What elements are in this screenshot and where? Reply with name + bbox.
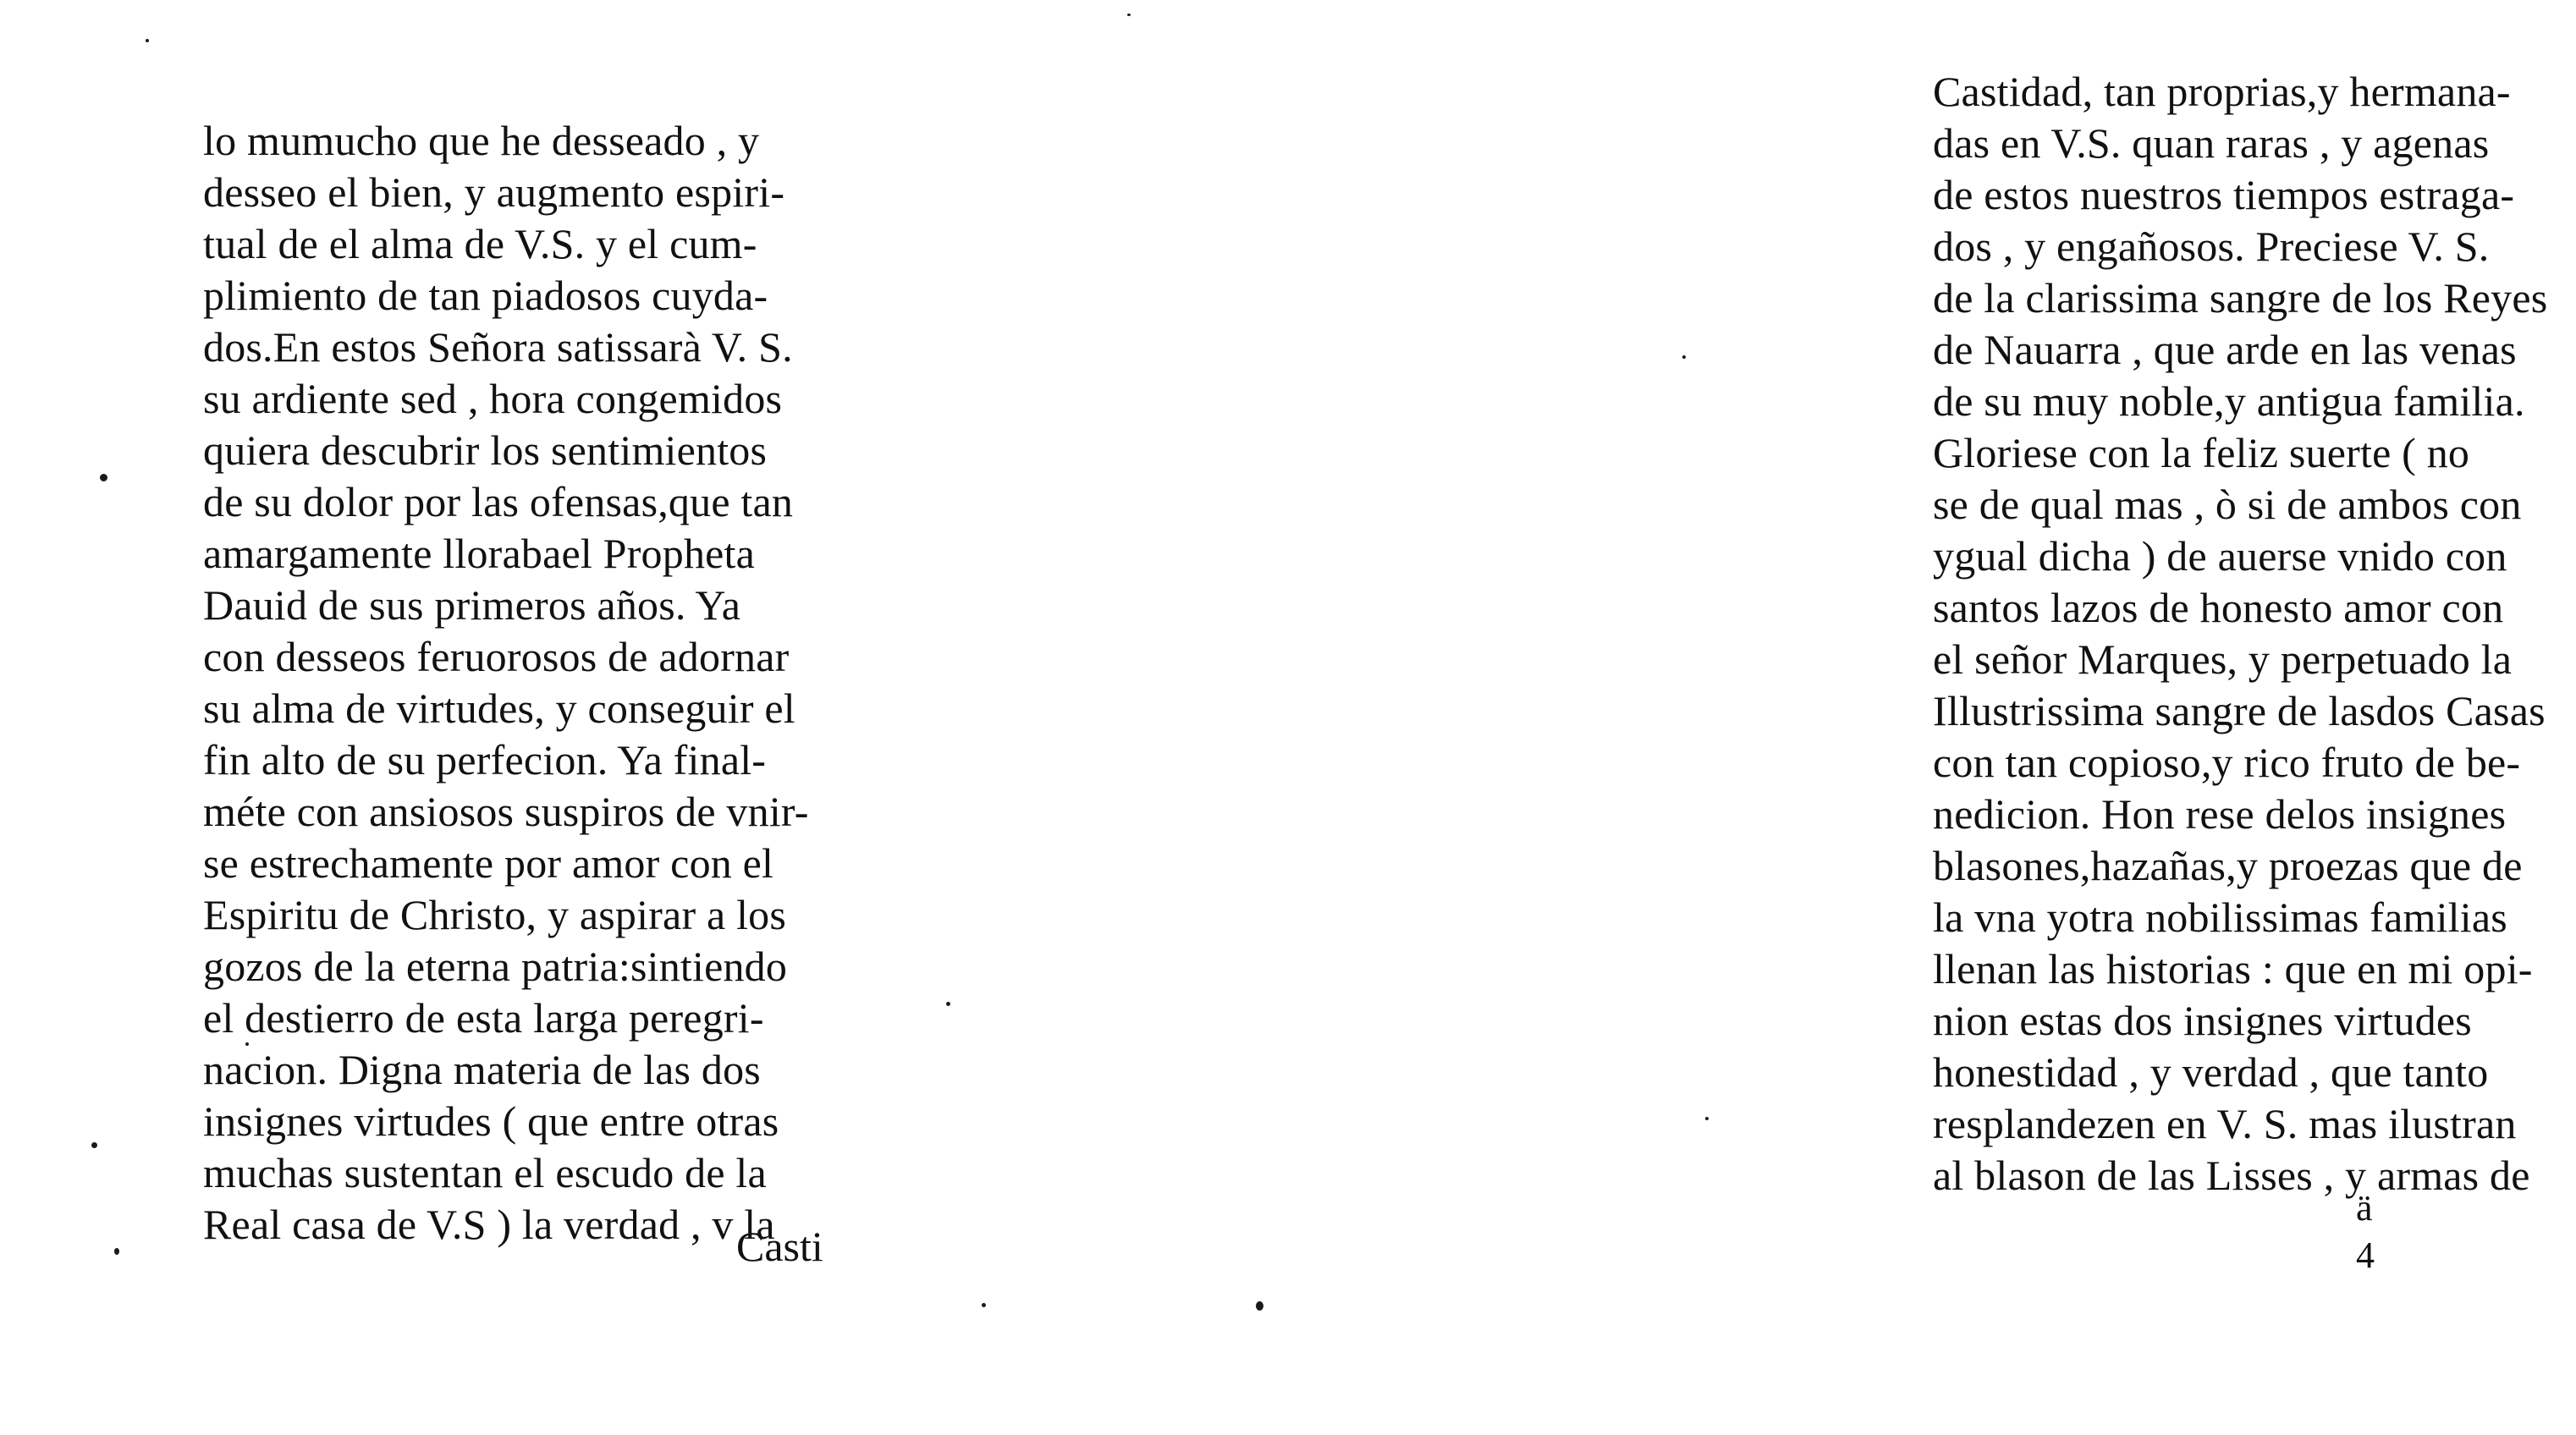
text-line: nacion. Digna materia de las dos [203, 1046, 761, 1093]
text-line: nedicion. Hon rese delos insignes [1933, 790, 2507, 838]
text-line: quiera descubrir los sentimientos [203, 426, 768, 474]
text-line: con desseos feruorosos de adornar [203, 633, 790, 680]
scan-speck [100, 474, 107, 481]
text-line: gozos de la eterna patria:sintiendo [203, 943, 788, 990]
text-line: con tan copioso,y rico fruto de be- [1933, 739, 2521, 786]
text-line: desseo el bien, y augmento espiri- [203, 168, 785, 216]
right-page [934, 0, 2548, 1435]
text-line: das en V.S. quan raras , y agenas [1933, 119, 2490, 167]
text-line: méte con ansiosos suspiros de vnir- [203, 788, 809, 835]
text-line: tual de el alma de V.S. y el cum- [203, 220, 757, 267]
text-line: de estos nuestros tiempos estraga- [1933, 171, 2515, 218]
scan-speck [1127, 14, 1131, 16]
text-line: fin alto de su perfecion. Ya final- [203, 736, 767, 783]
text-line: al blason de las Lisses , y armas de [1933, 1152, 2530, 1199]
text-line: Gloriese con la feliz suerte ( no [1933, 429, 2470, 476]
left-page-text [203, 115, 846, 1251]
text-line: de su dolor por las ofensas,que tan [203, 478, 794, 525]
text-line: de su muy noble,y antigua familia. [1933, 377, 2525, 425]
text-line: insignes virtudes ( que entre otras [203, 1097, 779, 1145]
text-line: se de qual mas , ò si de ambos con [1933, 481, 2522, 528]
text-line: lo mumucho que he desseado , y [203, 117, 760, 164]
text-line: el señor Marques, y perpetuado la [1933, 635, 2513, 683]
text-line: dos.En estos Señora satissarà V. S. [203, 323, 793, 371]
text-line: dos , y engañosos. Preciese V. S. [1933, 223, 2490, 270]
signature-mark: ä 4 [2356, 1187, 2375, 1276]
scan-speck [245, 1042, 249, 1046]
scan-speck [1705, 1117, 1709, 1120]
text-line: Castidad, tan proprias,y hermana- [1933, 68, 2511, 115]
text-line: Espiritu de Christo, y aspirar a los [203, 891, 787, 938]
text-line: Illustrissima sangre de lasdos Casas [1933, 687, 2546, 734]
text-line: Dauid de sus primeros años. Ya [203, 581, 741, 629]
scan-speck [1256, 1301, 1263, 1311]
text-line: blasones,hazañas,y proezas que de [1933, 842, 2523, 889]
scan-speck [1682, 355, 1686, 359]
scan-speck [114, 1248, 119, 1255]
text-line: su alma de virtudes, y conseguir el [203, 685, 795, 732]
left-page [0, 0, 934, 1435]
scan-speck [146, 39, 149, 42]
text-line: Real casa de V.S ) la verdad , v la [203, 1201, 775, 1248]
text-line: plimiento de tan piadosos cuyda- [203, 272, 768, 319]
text-line: muchas sustentan el escudo de la [203, 1149, 767, 1196]
text-line: amargamente llorabael Propheta [203, 530, 756, 577]
text-line: la vna yotra nobilissimas familias [1933, 893, 2507, 941]
scan-speck [982, 1303, 986, 1307]
text-line: de la clarissima sangre de los Reyes [1933, 274, 2548, 322]
scan-speck [946, 1002, 950, 1006]
scan-speck [91, 1142, 97, 1148]
text-line: llenan las historias : que en mi opi- [1933, 945, 2533, 992]
text-line: resplandezen en V. S. mas ilustran [1933, 1100, 2517, 1147]
text-line: santos lazos de honesto amor con [1933, 584, 2504, 631]
text-line: ygual dicha ) de auerse vnido con [1933, 532, 2507, 580]
text-line: nion estas dos insignes virtudes [1933, 997, 2472, 1044]
text-line: el destierro de esta larga peregri- [203, 994, 764, 1042]
text-line: honestidad , y verdad , que tanto [1933, 1048, 2489, 1096]
right-page-text [1933, 66, 2576, 1201]
text-line: su ardiente sed , hora congemidos [203, 375, 783, 422]
text-line: se estrechamente por amor con el [203, 839, 774, 887]
text-line: de Nauarra , que arde en las venas [1933, 326, 2517, 373]
catchword: Casti [736, 1223, 823, 1270]
